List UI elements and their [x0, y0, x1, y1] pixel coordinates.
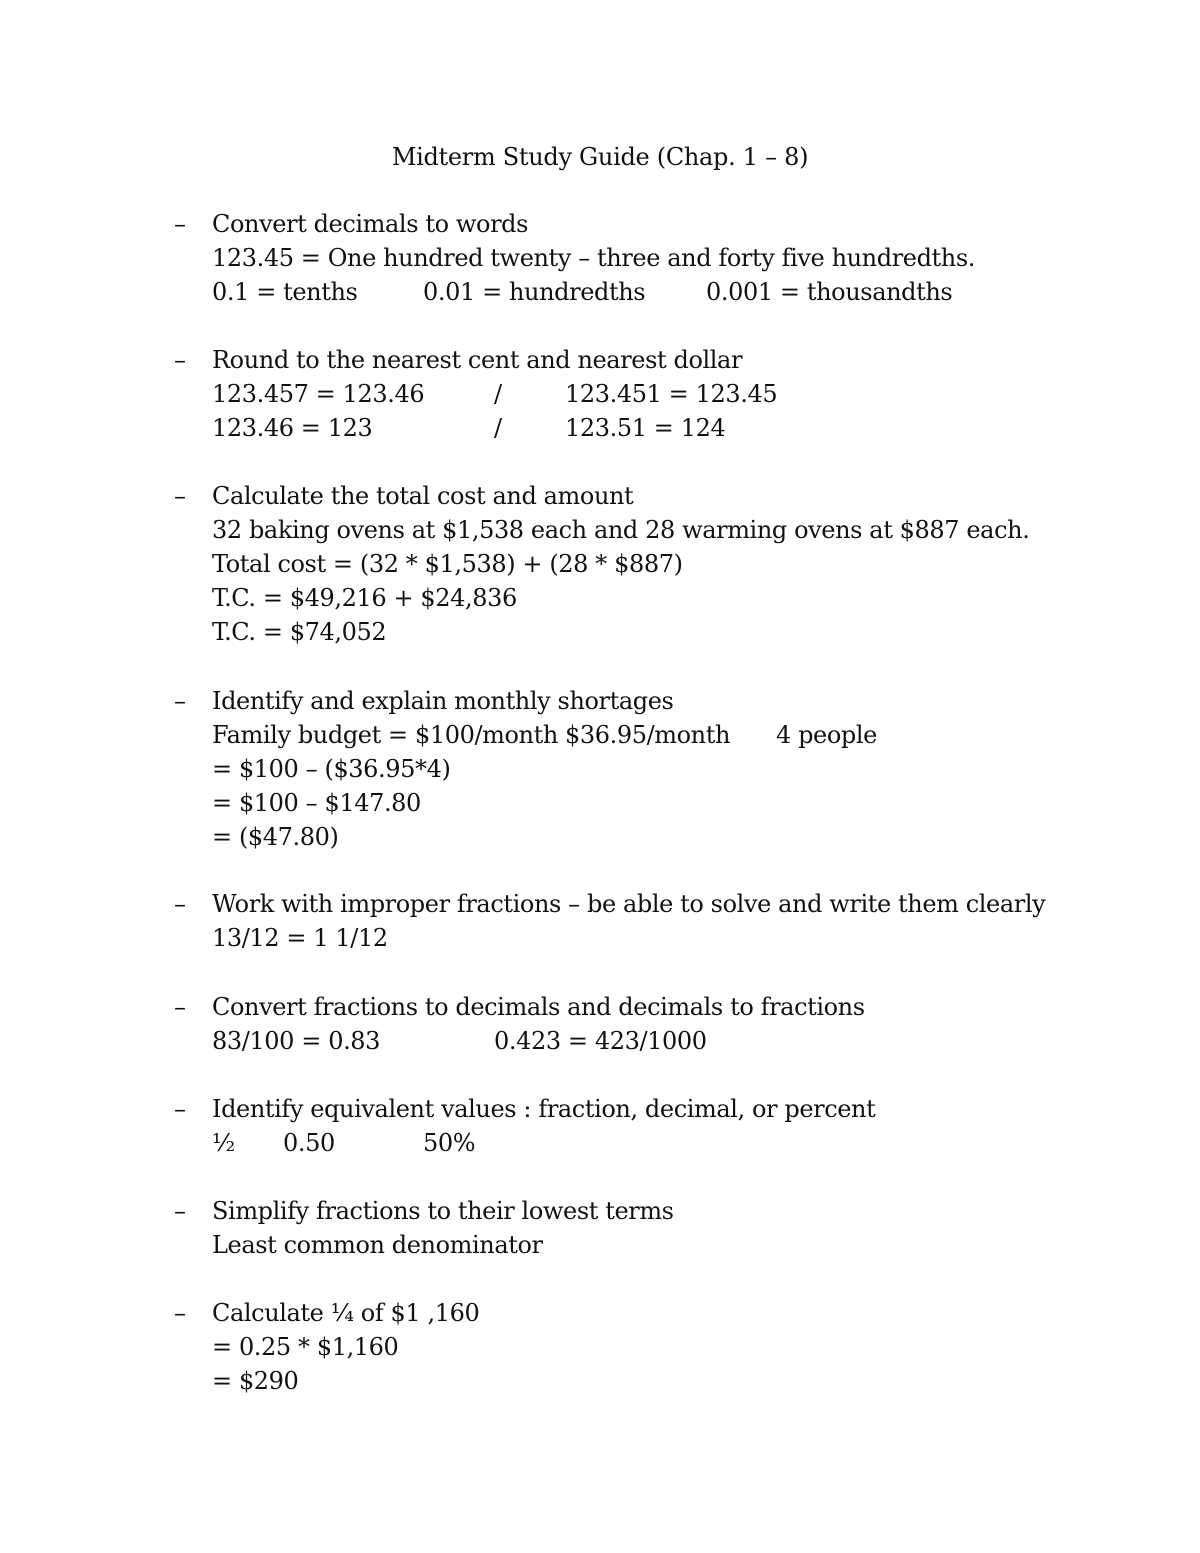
- section-line: Total cost = (32 * $1,538) + (28 * $887): [212, 550, 683, 578]
- section-line-cell: 0.001 = thousandths: [706, 278, 953, 306]
- section-line: = ($47.80): [212, 823, 339, 851]
- section-heading: Work with improper fractions – be able to solve and write them clearly: [212, 890, 1046, 918]
- page-title: Midterm Study Guide (Chap. 1 – 8): [391, 143, 809, 171]
- section-line-cell: 83/100 = 0.83: [212, 1027, 381, 1055]
- bullet-dash: –: [174, 1197, 186, 1225]
- section-line-cell: $36.95/month: [565, 721, 731, 749]
- section-line: Least common denominator: [212, 1231, 543, 1259]
- bullet-dash: –: [174, 890, 186, 918]
- section-line-cell: 0.1 = tenths: [212, 278, 358, 306]
- section-line: = $290: [212, 1367, 299, 1395]
- bullet-dash: –: [174, 993, 186, 1021]
- section-line-cell: /: [494, 380, 502, 408]
- bullet-dash: –: [174, 687, 186, 715]
- section-line-cell: 123.457 = 123.46: [212, 380, 425, 408]
- section-line: T.C. = $49,216 + $24,836: [212, 584, 517, 612]
- section-line: 123.45 = One hundred twenty – three and forty five hundredths.: [212, 244, 975, 272]
- section-line: T.C. = $74,052: [212, 618, 387, 646]
- section-line: 32 baking ovens at $1,538 each and 28 warming ovens at $887 each.: [212, 516, 1030, 544]
- section-heading: Convert fractions to decimals and decimals to fractions: [212, 993, 865, 1021]
- section-heading: Calculate ¼ of $1 ,160: [212, 1299, 480, 1327]
- section-heading: Convert decimals to words: [212, 210, 529, 238]
- section-line: = $100 – ($36.95*4): [212, 755, 451, 783]
- section-heading: Calculate the total cost and amount: [212, 482, 634, 510]
- section-line-cell: 123.51 = 124: [565, 414, 726, 442]
- section-line-cell: 0.50: [283, 1129, 335, 1157]
- section-line-cell: 50%: [423, 1129, 476, 1157]
- section-heading: Identify and explain monthly shortages: [212, 687, 674, 715]
- section-line-cell: Family budget = $100/month: [212, 721, 558, 749]
- bullet-dash: –: [174, 346, 186, 374]
- section-line-cell: 123.46 = 123: [212, 414, 373, 442]
- section-heading: Round to the nearest cent and nearest dollar: [212, 346, 743, 374]
- bullet-dash: –: [174, 1095, 186, 1123]
- bullet-dash: –: [174, 1299, 186, 1327]
- section-line-cell: 123.451 = 123.45: [565, 380, 778, 408]
- section-line: = 0.25 * $1,160: [212, 1333, 399, 1361]
- section-line-cell: /: [494, 414, 502, 442]
- bullet-dash: –: [174, 210, 186, 238]
- section-line-cell: 0.423 = 423/1000: [494, 1027, 707, 1055]
- section-line-cell: 0.01 = hundredths: [423, 278, 646, 306]
- section-heading: Simplify fractions to their lowest terms: [212, 1197, 674, 1225]
- section-line-cell: 4 people: [776, 721, 877, 749]
- section-line-cell: ½: [212, 1129, 235, 1157]
- section-heading: Identify equivalent values : fraction, decimal, or percent: [212, 1095, 876, 1123]
- bullet-dash: –: [174, 482, 186, 510]
- section-line: 13/12 = 1 1/12: [212, 924, 388, 952]
- section-line: = $100 – $147.80: [212, 789, 421, 817]
